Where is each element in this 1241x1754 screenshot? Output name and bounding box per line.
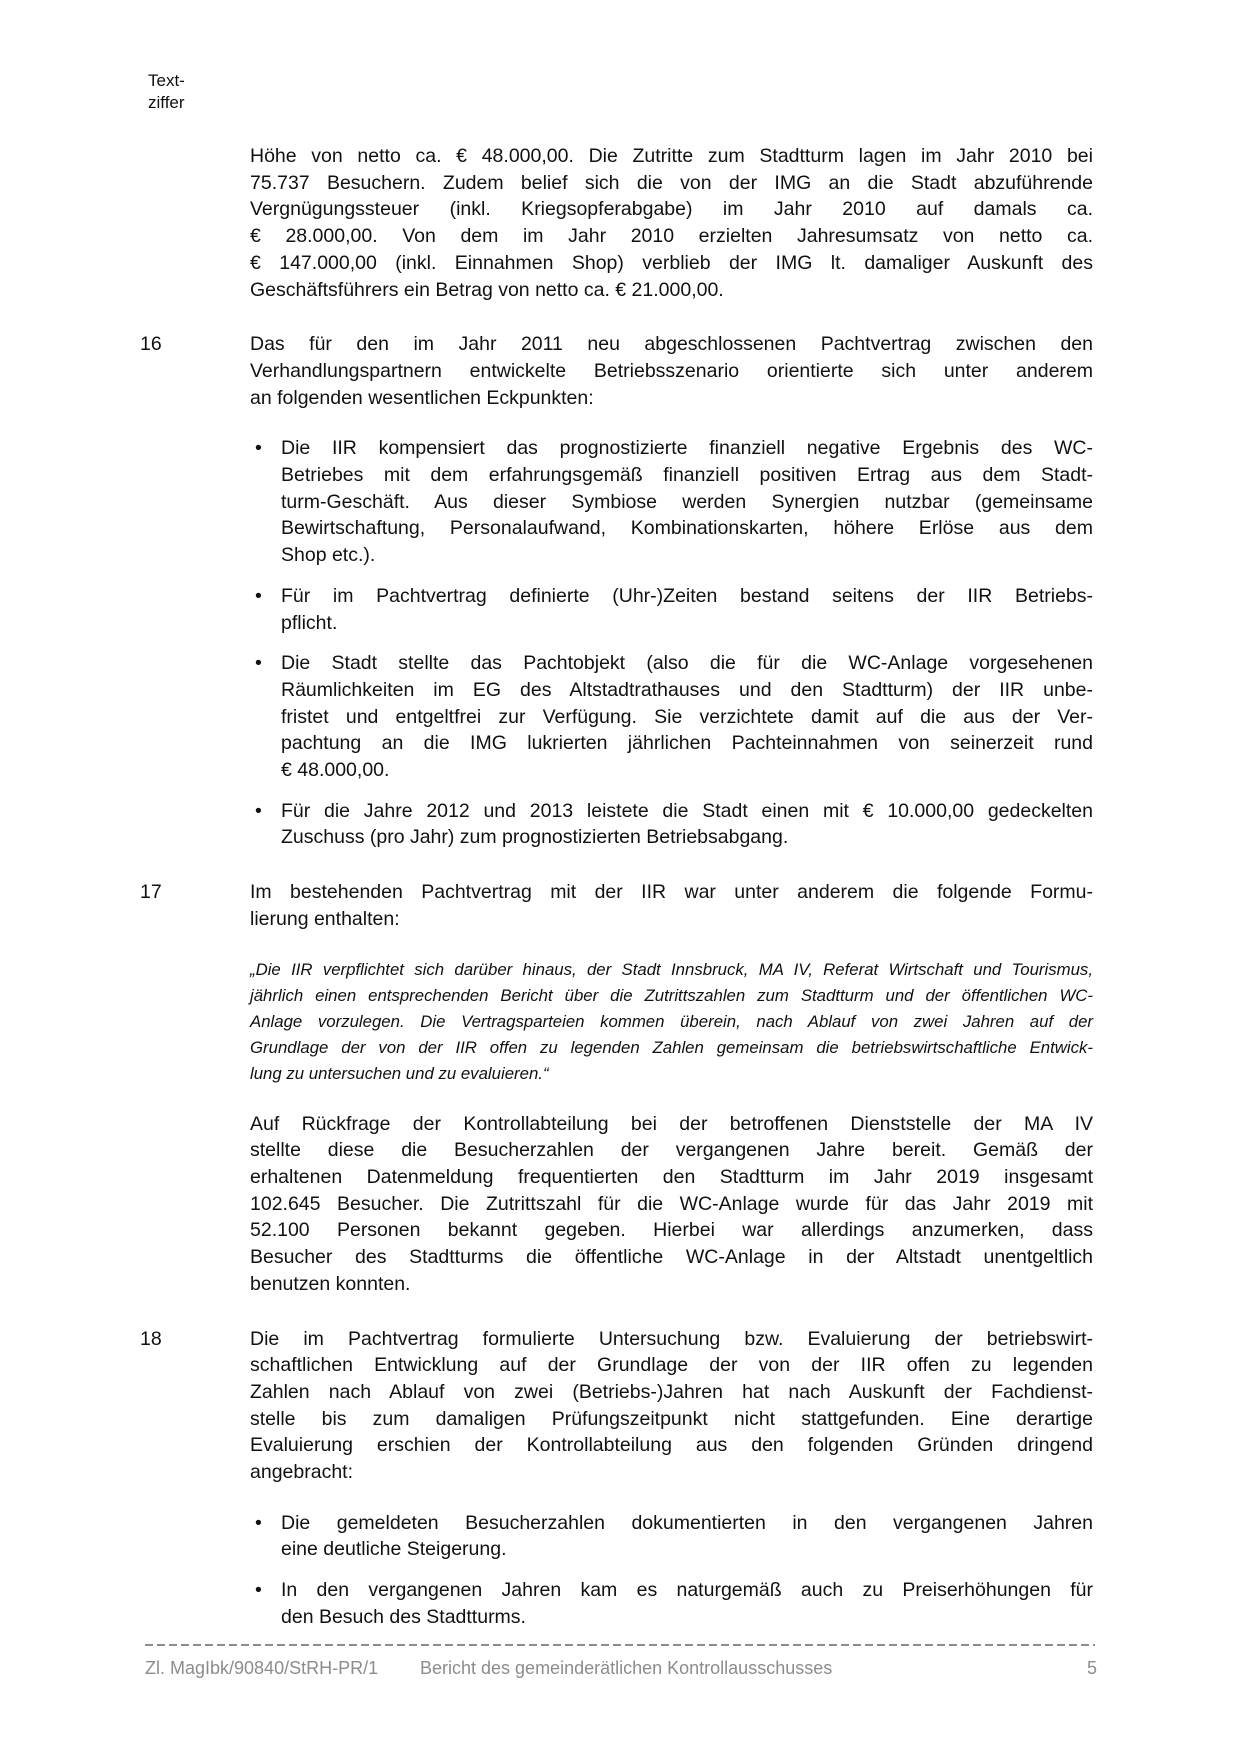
bullet-text — [281, 798, 1093, 851]
bullet-item — [250, 1510, 1093, 1563]
margin-number — [0, 957, 250, 1087]
margin-number — [0, 1510, 250, 1631]
text-line: eine deutliche Steigerung. — [281, 1538, 507, 1561]
text-line: lierung enthalten: — [250, 907, 400, 930]
document-body — [0, 143, 1241, 1631]
bullet-item — [250, 435, 1093, 569]
text-line: Zuschuss (pro Jahr) zum prognostizierten Betriebsabgang. — [281, 826, 789, 849]
margin-number: 16 — [140, 333, 162, 356]
bullet-group — [0, 1510, 1241, 1631]
block-content — [250, 1510, 1093, 1631]
paragraph — [0, 879, 1241, 932]
text-line: Im bestehenden Pachtvertrag mit der IIR war unter anderem die folgende Formu- — [250, 881, 1093, 904]
text-line: Besucher des Stadtturms die öffentliche WC-Anlage in der Altstadt unentgeltlich — [250, 1246, 1093, 1269]
text-line: „Die IIR verpflichtet sich darüber hinaus, der Stadt Innsbruck, MA IV, Referat Wirtschaft und Tourismus, — [250, 959, 1093, 979]
block-content — [250, 435, 1093, 851]
bullet-text — [281, 1577, 1093, 1630]
text-line: lung zu untersuchen und zu evaluieren.“ — [250, 1063, 549, 1083]
text-line: Grundlage der von der IIR offen zu legenden Zahlen gemeinsam die betriebswirtschaftliche Entwick- — [250, 1037, 1093, 1057]
paragraph — [0, 1111, 1241, 1298]
margin-number — [0, 435, 250, 851]
text-line: 75.737 Besuchern. Zudem belief sich die von der IMG an die Stadt abzuführende — [250, 171, 1093, 194]
text-line: € 147.000,00 (inkl. Einnahmen Shop) verblieb der IMG lt. damaliger Auskunft des — [250, 251, 1093, 274]
text-line: In den vergangenen Jahren kam es naturgemäß auch zu Preiserhöhungen für — [281, 1579, 1093, 1602]
text-line: Die IIR kompensiert das prognostizierte finanziell negative Ergebnis des WC- — [281, 437, 1093, 460]
text-line: pachtung an die IMG lukrierten jährlichen Pachteinnahmen von seinerzeit rund — [281, 732, 1093, 755]
text-line: Räumlichkeiten im EG des Altstadtrathauses und den Stadtturm) der IIR unbe- — [281, 678, 1093, 701]
text-line: € 48.000,00. — [281, 759, 390, 782]
bullet-icon: • — [255, 1511, 262, 1534]
bullet-icon: • — [255, 1579, 262, 1602]
block-content — [250, 331, 1093, 411]
text-line: Für die Jahre 2012 und 2013 leistete die Stadt einen mit € 10.000,00 gedeckelten — [281, 799, 1093, 822]
text-line: Verhandlungspartnern entwickelte Betriebsszenario orientierte sich unter anderem — [250, 359, 1093, 382]
text-line: Vergnügungssteuer (inkl. Kriegsopferabgabe) im Jahr 2010 auf damals ca. — [250, 198, 1093, 221]
paragraph — [0, 1326, 1241, 1486]
paragraph — [0, 331, 1241, 411]
bullet-item — [250, 1577, 1093, 1630]
text-line: Die Stadt stellte das Pachtobjekt (also die für die WC-Anlage vorgesehenen — [281, 652, 1093, 675]
text-line: Die gemeldeten Besucherzahlen dokumentierten in den vergangenen Jahren — [281, 1511, 1093, 1534]
text-line: Das für den im Jahr 2011 neu abgeschlossenen Pachtvertrag zwischen den — [250, 333, 1093, 356]
text-line: den Besuch des Stadtturms. — [281, 1605, 526, 1628]
text-line: turm-Geschäft. Aus dieser Symbiose werden Synergien nutzbar (gemeinsame — [281, 490, 1093, 513]
text-line: erhaltenen Datenmeldung frequentierten den Stadtturm im Jahr 2019 insgesamt — [250, 1165, 1093, 1188]
text-line: Betriebes mit dem erfahrungsgemäß finanziell positiven Ertrag aus dem Stadt- — [281, 464, 1093, 487]
text-line: Evaluierung erschien der Kontrollabteilung aus den folgenden Gründen dringend — [250, 1434, 1093, 1457]
text-line: stelle bis zum damaligen Prüfungszeitpunkt nicht stattgefunden. Eine derartige — [250, 1407, 1093, 1430]
text-line: schaftlichen Entwicklung auf der Grundlage der von der IIR offen zu legenden — [250, 1354, 1093, 1377]
footer-row — [145, 1656, 1097, 1680]
text-line: 52.100 Personen bekannt gegeben. Hierbei war allerdings anzumerken, dass — [250, 1219, 1093, 1242]
quote-block — [0, 957, 1241, 1087]
text-line: Bewirtschaftung, Personalaufwand, Kombinationskarten, höhere Erlöse aus dem — [281, 517, 1093, 540]
margin-number: 17 — [140, 881, 162, 904]
footer-report-title: Bericht des gemeinderätlichen Kontrollausschusses — [420, 1658, 833, 1678]
text-line: angebracht: — [250, 1461, 353, 1484]
footer-divider — [145, 1644, 1095, 1646]
text-line: jährlich einen entsprechenden Bericht über die Zutrittszahlen zum Stadtturm und der öffentlichen WC- — [250, 985, 1093, 1005]
text-line: Höhe von netto ca. € 48.000,00. Die Zutritte zum Stadtturm lagen im Jahr 2010 bei — [250, 145, 1093, 167]
text-line: fristet und entgeltfrei zur Verfügung. Sie verzichtete damit auf die aus der Ver- — [281, 705, 1093, 728]
block-content — [250, 1111, 1093, 1298]
text-line: Auf Rückfrage der Kontrollabteilung bei der betroffenen Dienststelle der MA IV — [250, 1112, 1093, 1135]
margin-column-header — [148, 70, 185, 113]
text-line: € 28.000,00. Von dem im Jahr 2010 erzielten Jahresumsatz von netto ca. — [250, 225, 1093, 248]
bullet-text — [281, 650, 1093, 784]
bullet-icon: • — [255, 584, 262, 607]
bullet-text — [281, 1510, 1093, 1563]
text-line: Shop etc.). — [281, 544, 376, 567]
block-content — [250, 1326, 1093, 1486]
footer-reference: Zl. MagIbk/90840/StRH-PR/1 — [145, 1658, 379, 1678]
text-line: pflicht. — [281, 611, 338, 634]
block-content — [250, 879, 1093, 932]
text-line: benutzen konnten. — [250, 1272, 411, 1295]
bullet-item — [250, 583, 1093, 636]
text-line: Zahlen nach Ablauf von zwei (Betriebs-)Jahren hat nach Auskunft der Fachdienst- — [250, 1380, 1093, 1403]
text-line: 102.645 Besucher. Die Zutrittszahl für die WC-Anlage wurde für das Jahr 2019 mit — [250, 1192, 1093, 1215]
text-line: stellte diese die Besucherzahlen der vergangenen Jahre bereit. Gemäß der — [250, 1139, 1093, 1162]
paragraph — [0, 143, 1241, 303]
bullet-icon: • — [255, 437, 262, 460]
bullet-icon: • — [255, 652, 262, 675]
margin-number — [0, 143, 250, 303]
text-line: Für im Pachtvertrag definierte (Uhr-)Zeiten bestand seitens der IIR Betriebs- — [281, 584, 1093, 607]
margin-column-header-line1: Text- — [148, 71, 185, 90]
bullet-item — [250, 798, 1093, 851]
bullet-group — [0, 435, 1241, 851]
text-line: Anlage vorzulegen. Die Vertragsparteien kommen überein, nach Ablauf von zwei Jahren auf der — [250, 1011, 1093, 1031]
block-content — [250, 957, 1093, 1087]
footer-page-number: 5 — [1086, 1658, 1097, 1678]
margin-number: 18 — [140, 1327, 162, 1350]
block-content — [250, 143, 1093, 303]
bullet-icon: • — [255, 799, 262, 822]
text-line: Geschäftsführers ein Betrag von netto ca. € 21.000,00. — [250, 278, 724, 301]
text-line: an folgenden wesentlichen Eckpunkten: — [250, 386, 594, 409]
text-line: Die im Pachtvertrag formulierte Untersuchung bzw. Evaluierung der betriebswirt- — [250, 1327, 1093, 1350]
bullet-text — [281, 583, 1093, 636]
bullet-text — [281, 435, 1093, 569]
margin-number — [0, 1111, 250, 1298]
bullet-item — [250, 650, 1093, 784]
margin-column-header-line2: ziffer — [148, 92, 185, 112]
